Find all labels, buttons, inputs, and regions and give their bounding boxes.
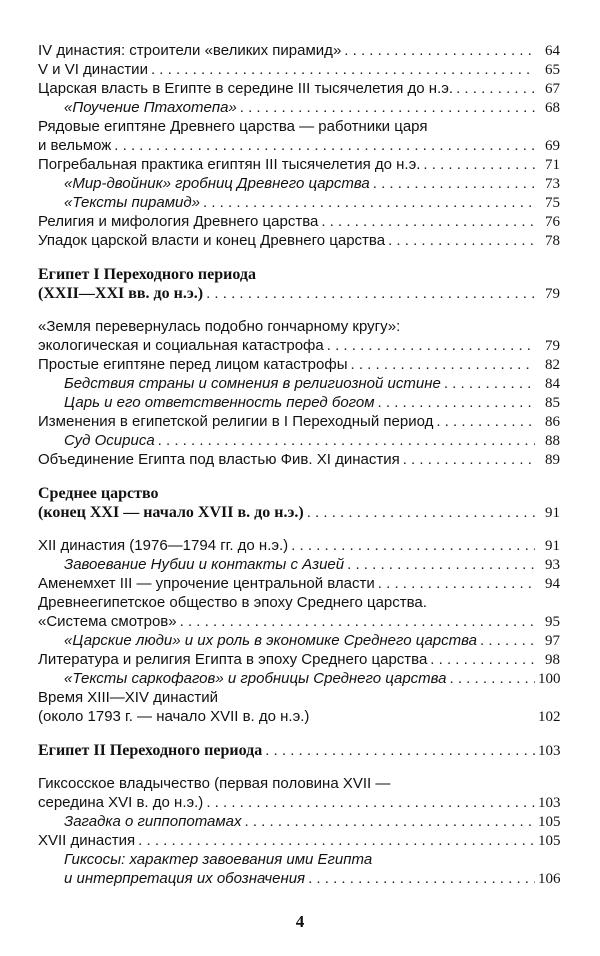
section-heading-middle-kingdom <box>38 484 560 522</box>
toc-entry-title: Упадок царской власти и конец Древнего царства <box>38 232 386 249</box>
page-ref: 78 <box>545 233 560 249</box>
toc-entry-line <box>38 555 560 574</box>
toc-group-old-kingdom <box>38 41 560 250</box>
leader-dots <box>327 336 535 355</box>
toc-group-middle-kingdom <box>38 536 560 726</box>
toc-entry <box>38 155 560 174</box>
toc-entry <box>38 774 560 812</box>
page-ref: 64 <box>545 43 560 59</box>
toc-entry-line <box>38 631 560 650</box>
toc-entry <box>38 212 560 231</box>
leader-dots <box>480 631 535 650</box>
leader-dots <box>240 98 535 117</box>
section-heading-first-intermediate <box>38 265 560 303</box>
page-ref: 106 <box>538 871 561 887</box>
toc-entry <box>38 231 560 250</box>
toc-entry-title: и интерпретация их обозначения <box>64 870 306 887</box>
page-number: 4 <box>295 912 305 931</box>
page-ref: 82 <box>545 357 560 373</box>
page-ref: 75 <box>545 195 560 211</box>
page-ref: 88 <box>545 433 560 449</box>
toc-entry <box>38 431 560 450</box>
toc-entry <box>38 41 560 60</box>
toc-entry-line <box>38 612 560 631</box>
toc-entry <box>38 669 560 688</box>
toc-entry-title: «Мир-двойник» гробниц Древнего царства <box>64 175 370 192</box>
toc-entry-title: Царь и его ответственность перед богом <box>64 394 375 411</box>
toc-entry-line <box>38 193 560 212</box>
leader-dots <box>245 812 536 831</box>
leader-dots <box>321 212 535 231</box>
leader-dots <box>347 555 535 574</box>
page-ref: 103 <box>538 743 561 759</box>
toc-entry-line <box>38 393 560 412</box>
toc-entry <box>38 650 560 669</box>
leader-dots <box>308 869 535 888</box>
toc-entry-line <box>38 60 560 79</box>
leader-dots <box>206 284 535 303</box>
page-ref: 89 <box>545 452 560 468</box>
toc-entry <box>38 60 560 79</box>
leader-dots <box>450 669 535 688</box>
page-ref: 73 <box>545 176 560 192</box>
page-ref: 102 <box>538 709 561 725</box>
leader-dots <box>378 393 535 412</box>
toc-entry-title: V и VI династии <box>38 61 148 78</box>
page-ref: 98 <box>545 652 560 668</box>
toc-entry-line <box>38 650 560 669</box>
leader-dots <box>151 60 535 79</box>
toc-entry <box>38 593 560 631</box>
toc-entry-line <box>38 374 560 393</box>
toc-entry <box>38 850 560 888</box>
toc-entry-title: IV династия: строители «великих пирамид» <box>38 42 342 59</box>
toc-entry-line1: Гиксосское владычество (первая половина XVII — <box>38 775 391 792</box>
toc-entry-title: Литература и религия Египта в эпоху Среднего царства <box>38 651 428 668</box>
toc-entry-title: «Система смотров» <box>38 613 177 630</box>
page-ref: 86 <box>545 414 560 430</box>
toc-entry-title: Бедствия страны и сомнения в религиозной истине <box>64 375 441 392</box>
toc-entry-line <box>38 212 560 231</box>
page-ref: 79 <box>545 286 560 302</box>
toc-entry-line <box>38 155 560 174</box>
toc-entry-title: и вельмож <box>38 137 112 154</box>
toc-group-second-intermediate <box>38 774 560 888</box>
leader-dots <box>456 79 535 98</box>
toc-entry-line <box>38 793 560 812</box>
toc-group-first-intermediate <box>38 317 560 469</box>
toc-entry <box>38 79 560 98</box>
toc-entry-line <box>38 536 560 555</box>
page-ref: 67 <box>545 81 560 97</box>
leader-dots <box>423 155 535 174</box>
toc-entry-line <box>38 98 560 117</box>
toc-entry-title: Погребальная практика египтян III тысячелетия до н.э. <box>38 156 421 173</box>
toc-entry <box>38 317 560 355</box>
toc-entry <box>38 193 560 212</box>
page-ref: 105 <box>538 814 561 830</box>
toc-entry <box>38 450 560 469</box>
leader-dots <box>430 650 535 669</box>
page-ref: 91 <box>545 538 560 554</box>
page-ref: 103 <box>538 795 561 811</box>
page-ref: 105 <box>538 833 561 849</box>
page-ref: 93 <box>545 557 560 573</box>
toc-entry-line1: Древнеегипетское общество в эпоху Среднего царства. <box>38 594 427 611</box>
toc-entry <box>38 688 560 726</box>
section-title-line2 <box>38 503 560 522</box>
page-ref: 91 <box>545 505 560 521</box>
toc-entry-title: Религия и мифология Древнего царства <box>38 213 319 230</box>
toc-entry-line <box>38 574 560 593</box>
toc-entry-title: Аменемхет III — упрочение центральной власти <box>38 575 375 592</box>
toc-entry <box>38 355 560 374</box>
toc-entry <box>38 117 560 155</box>
toc-entry-line1: «Земля перевернулась подобно гончарному кругу»: <box>38 318 401 335</box>
toc-entry-line <box>38 450 560 469</box>
section-title-text: (конец XXI — начало XVII в. до н.э.) <box>38 504 304 521</box>
toc-entry-line <box>38 41 560 60</box>
toc-entry-line <box>38 231 560 250</box>
toc-entry-title: Объединение Египта под властью Фив. XI династия <box>38 451 400 468</box>
toc-entry-line <box>38 136 560 155</box>
toc-entry-title: XVII династия <box>38 832 136 849</box>
toc-entry-line1: Гиксосы: характер завоевания ими Египта <box>64 851 373 868</box>
toc-entry <box>38 831 560 850</box>
section-title-line2 <box>38 284 560 303</box>
toc-entry <box>38 574 560 593</box>
toc-entry-line <box>38 336 560 355</box>
toc-entry-line <box>38 669 560 688</box>
toc-entry-title: XII династия (1976—1794 гг. до н.э.) <box>38 537 289 554</box>
toc-entry <box>38 374 560 393</box>
toc-entry-title: Загадка о гиппопотамах <box>64 813 242 830</box>
toc-entry-title: «Тексты саркофагов» и гробницы Среднего царства <box>64 670 447 687</box>
page-ref: 100 <box>538 671 561 687</box>
leader-dots <box>436 412 535 431</box>
toc-entry-title: «Поучение Птахотепа» <box>64 99 237 116</box>
toc-entry <box>38 412 560 431</box>
leader-dots <box>203 193 535 212</box>
toc-entry-title: (около 1793 г. — начало XVII в. до н.э.) <box>38 708 310 725</box>
section-title-line1: Египет I Переходного периода <box>38 266 256 283</box>
toc-entry-line1: Рядовые египтяне Древнего царства — работники царя <box>38 118 428 135</box>
leader-dots <box>444 374 535 393</box>
leader-dots <box>138 831 535 850</box>
leader-dots <box>350 355 535 374</box>
section-title-line <box>38 741 560 760</box>
toc-entry-line <box>38 79 560 98</box>
toc-entry-line <box>38 707 560 726</box>
section-title-line1: Среднее царство <box>38 485 159 502</box>
leader-dots <box>180 612 535 631</box>
page-ref: 68 <box>545 100 560 116</box>
table-of-contents <box>38 41 560 888</box>
page-ref: 69 <box>545 138 560 154</box>
page-ref: 84 <box>545 376 560 392</box>
toc-entry-line <box>38 831 560 850</box>
leader-dots <box>307 503 535 522</box>
toc-entry-title: Суд Осириса <box>64 432 155 449</box>
page-ref: 79 <box>545 338 560 354</box>
leader-dots <box>114 136 535 155</box>
page-ref: 76 <box>545 214 560 230</box>
page-ref: 97 <box>545 633 560 649</box>
toc-entry-line <box>38 412 560 431</box>
page-ref: 85 <box>545 395 560 411</box>
toc-entry <box>38 536 560 555</box>
toc-entry <box>38 98 560 117</box>
toc-entry-title: Завоевание Нубии и контакты с Азией <box>64 556 345 573</box>
toc-entry-line <box>38 869 560 888</box>
leader-dots <box>378 574 535 593</box>
leader-dots <box>403 450 535 469</box>
toc-entry-title: «Царские люди» и их роль в экономике Среднего царства <box>64 632 477 649</box>
toc-entry-line1: Время XIII—XIV династий <box>38 689 219 706</box>
toc-entry-title: экологическая и социальная катастрофа <box>38 337 324 354</box>
leader-dots <box>344 41 535 60</box>
toc-entry-line <box>38 431 560 450</box>
page-ref: 71 <box>545 157 560 173</box>
toc-entry <box>38 812 560 831</box>
toc-entry <box>38 393 560 412</box>
toc-entry-line <box>38 355 560 374</box>
page-ref: 65 <box>545 62 560 78</box>
toc-entry <box>38 631 560 650</box>
leader-dots <box>388 231 535 250</box>
leader-dots <box>158 431 535 450</box>
toc-entry-title: середина XVI в. до н.э.) <box>38 794 204 811</box>
toc-entry-line <box>38 812 560 831</box>
toc-entry-title: «Тексты пирамид» <box>64 194 201 211</box>
section-heading-second-intermediate <box>38 741 560 760</box>
section-title-text: (XXII—XXI вв. до н.э.) <box>38 285 204 302</box>
leader-dots <box>206 793 535 812</box>
toc-entry-title: Изменения в египетской религии в I Переходный период <box>38 413 434 430</box>
section-title-text: Египет II Переходного периода <box>38 742 263 759</box>
toc-entry <box>38 174 560 193</box>
toc-entry-title: Царская власть в Египте в середине III тысячелетия до н.э. <box>38 80 454 97</box>
toc-entry-title: Простые египтяне перед лицом катастрофы <box>38 356 348 373</box>
page-ref: 95 <box>545 614 560 630</box>
leader-dots <box>265 741 535 760</box>
toc-entry-line <box>38 174 560 193</box>
page-ref: 94 <box>545 576 560 592</box>
leader-dots <box>373 174 535 193</box>
toc-entry <box>38 555 560 574</box>
leader-dots <box>291 536 535 555</box>
